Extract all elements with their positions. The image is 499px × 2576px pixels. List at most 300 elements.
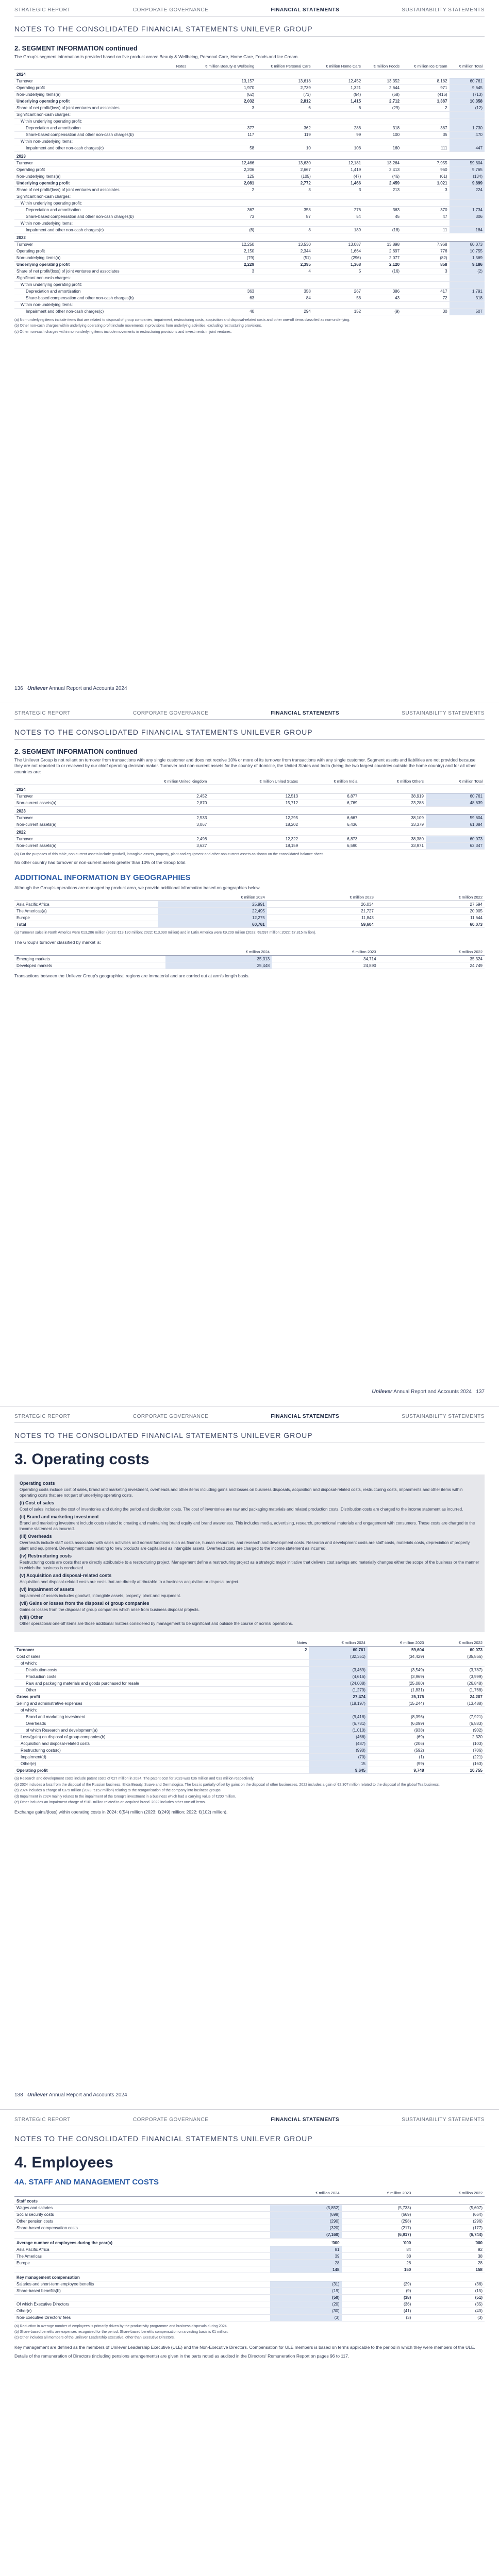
row-label: Overheads [14,1720,279,1727]
nav-corporate-governance[interactable]: CORPORATE GOVERNANCE [132,710,209,716]
note-ref [279,1667,309,1673]
value-cell [402,220,450,227]
value-cell: 33,971 [359,842,426,849]
value-cell: 387 [402,125,450,131]
nav-sustainability-statements[interactable]: SUSTAINABILITY STATEMENTS [402,2117,485,2123]
value-cell: (290) [270,2218,342,2225]
value-cell [450,138,485,145]
column-header [14,63,170,70]
value-cell [402,275,450,281]
value-cell: 125 [188,173,256,180]
note-ref [170,308,188,315]
note-ref [170,301,188,308]
value-cell: 84 [256,295,313,301]
value-cell: (466) [309,1734,368,1740]
note-item: (a) Turnover sales in North America were €13,286 million (2023: €13,130 million; 2022: €13,090 million) and in Latin America were €9,209 million (2023: €8,597 million; 2022: €7,815 million). [14,931,317,935]
value-cell: 3 [188,105,256,111]
value-cell: 6,590 [300,842,359,849]
row-label: Share of net profit/(loss) of joint ventures and associates [14,268,170,275]
table-row [14,815,485,821]
policy-text: Other operational one-off items are those additional matters considered by management to be significant and outside the course of normal operations. [20,1621,293,1626]
page-content [14,44,485,335]
value-cell: (35,866) [426,1653,485,1660]
value-cell: 3 [188,268,256,275]
table-header-row [14,894,485,901]
table-row [14,962,485,969]
value-cell [368,1660,426,1667]
year-label: 2024 [14,785,109,793]
value-cell [450,200,485,207]
column-header: € million Ice Cream [402,63,450,70]
row-label: Selling and administrative expenses [14,1700,279,1707]
value-cell [188,193,256,200]
value-cell [363,220,402,227]
market-table [14,948,485,969]
value-cell [309,1707,368,1714]
value-cell [402,111,450,118]
note-ref [279,1740,309,1747]
row-label: Non-current assets(a) [14,842,109,849]
value-cell: 9,645 [450,84,485,91]
row-label: Significant non-cash charges: [14,193,170,200]
table-row [14,2294,485,2301]
row-label: Share-based compensation costs [14,2225,270,2231]
divider [14,36,485,37]
value-cell: 10,755 [426,1767,485,1774]
row-label: Other [14,1687,279,1693]
note-ref [279,1727,309,1734]
table-row [14,145,485,151]
year-label: 2022 [14,233,170,242]
note-ref [170,78,188,84]
table-row [14,2314,485,2321]
unit-cell [270,2273,342,2281]
value-cell [256,301,313,308]
column-header: € million 2022 [376,894,485,901]
value-cell [313,118,363,125]
value-cell: (36) [342,2301,413,2308]
report-suffix: Annual Report and Accounts 2024 [393,1389,472,1395]
value-cell: (103) [426,1740,485,1747]
value-cell: 2,644 [363,84,402,91]
value-cell: 47 [402,213,450,220]
column-header: Notes [279,1639,309,1647]
row-label: Within underlying operating profit: [14,281,170,288]
value-cell: (134) [450,173,485,180]
year-row [14,785,485,793]
value-cell [188,281,256,288]
nav-financial-statements[interactable]: FINANCIAL STATEMENTS [271,7,340,13]
value-cell [256,220,313,227]
row-label: Non-current assets(a) [14,800,109,806]
row-label: The Americas [14,2253,270,2260]
paragraph: Key management are defined as the members of Unilever Leadership Executive (ULE) and the Non-Executive Directors. Compensation for ULE members is based on terms applicable to the period in which they were members of the ULE. [14,2344,475,2350]
group-title: Average number of employees during the year(a) [14,2238,270,2246]
value-cell: 12,513 [209,793,300,800]
value-cell: (6,917) [342,2231,413,2238]
row-label: Social security costs [14,2211,270,2218]
group-header-row [14,2238,485,2246]
page-number: 138 [14,2092,23,2098]
table-row [14,921,485,928]
report-suffix: Annual Report and Accounts 2024 [48,2092,127,2098]
value-cell: 8,182 [402,78,450,84]
row-label: Impairment and other non-cash charges(c) [14,145,170,151]
value-cell: (5,852) [270,2205,342,2211]
value-cell: (69) [368,1734,426,1740]
table-row [14,200,485,207]
policy-heading: (iv) Restructuring costs [20,1553,72,1559]
note-item: (c) 2024 includes a charge of €379 million (2023: €152 million) relating to the reorganisation of the company into business groups. [14,1789,222,1793]
value-cell: 61,084 [426,821,485,828]
value-cell: 1,664 [313,248,363,255]
value-cell: (6,099) [368,1720,426,1727]
value-cell: 6 [256,105,313,111]
table-row [14,187,485,193]
column-header: € million 2022 [378,948,485,956]
row-label: Turnover [14,836,109,842]
value-cell [256,275,313,281]
value-cell: (7,160) [270,2231,342,2238]
nav-strategic-report[interactable]: STRATEGIC REPORT [14,710,71,716]
value-cell: 25,448 [165,962,272,969]
value-cell: 59,604 [267,921,376,928]
value-cell: 27,594 [376,901,485,908]
value-cell [188,220,256,227]
note-ref [170,173,188,180]
value-cell: 2,533 [109,815,209,821]
table-row [14,2260,485,2266]
chapter-title: 4. Employees [14,2154,113,2171]
table-row [14,914,485,921]
value-cell: 2,452 [109,793,209,800]
table-row [14,1653,485,1660]
value-cell: (1,831) [368,1687,426,1693]
paragraph: Transactions between the Unilever Group's geographical regions are immaterial and are carried out at arm's length basis. [14,973,250,979]
value-cell: 2,229 [188,261,256,268]
value-cell: (38) [342,2294,413,2301]
value-cell: (18,197) [309,1700,368,1707]
value-cell: 6 [313,105,363,111]
value-cell: 59,604 [450,160,485,166]
row-label: The Americas(a) [14,908,158,914]
value-cell: (177) [413,2225,485,2231]
value-cell [450,118,485,125]
year-row [14,70,485,78]
policy-heading: (v) Acquisition and disposal-related costs [20,1573,112,1579]
value-cell: 26,034 [267,901,376,908]
nav-financial-statements[interactable]: FINANCIAL STATEMENTS [271,2117,340,2123]
note-ref [170,84,188,91]
value-cell: 358 [256,207,313,213]
geo-section-title: ADDITIONAL INFORMATION BY GEOGRAPHIES [14,873,191,882]
note-ref [170,288,188,295]
value-cell: (7,921) [426,1714,485,1720]
table-row [14,268,485,275]
nav-corporate-governance[interactable]: CORPORATE GOVERNANCE [132,2117,209,2123]
note-ref [170,227,188,233]
value-cell: 189 [313,227,363,233]
nav-strategic-report[interactable]: STRATEGIC REPORT [14,7,71,13]
column-header: € million India [300,778,359,785]
value-cell: 13,898 [363,241,402,248]
row-label: Operating profit [14,248,170,255]
column-header: € million 2023 [272,948,378,956]
row-label: Wages and salaries [14,2205,270,2211]
table-row [14,2287,485,2294]
row-label: Within non-underlying items: [14,301,170,308]
value-cell [450,281,485,288]
table-row [14,1727,485,1734]
table-header-row [14,1639,485,1647]
unit-cell: '000 [413,2238,485,2246]
year-row [14,233,485,242]
divider [14,739,485,740]
unit-cell [413,2197,485,2205]
row-label [14,2231,270,2238]
table-row [14,166,485,173]
row-label: Impairment and other non-cash charges(c) [14,308,170,315]
value-cell: 370 [402,207,450,213]
value-cell: (31) [270,2281,342,2287]
value-cell: (40) [413,2308,485,2314]
nav-sustainability-statements[interactable]: SUSTAINABILITY STATEMENTS [402,710,485,716]
value-cell: 160 [363,145,402,151]
table-row [14,1660,485,1667]
row-label: Share of net profit/(loss) of joint ventures and associates [14,187,170,193]
row-label: Other pension costs [14,2218,270,2225]
row-label: Impairment(d) [14,1754,279,1760]
cell [426,828,485,836]
value-cell [363,275,402,281]
value-cell: 776 [402,248,450,255]
table-row [14,842,485,849]
value-cell [450,111,485,118]
unit-cell: '000 [270,2238,342,2246]
value-cell [188,275,256,281]
value-cell: 12,181 [313,160,363,166]
table-row [14,131,485,138]
column-header: € million 2024 [158,894,267,901]
value-cell: (9) [342,2287,413,2294]
nav-corporate-governance[interactable]: CORPORATE GOVERNANCE [132,1414,209,1419]
note-ref [170,118,188,125]
value-cell: (16) [363,268,402,275]
value-cell [188,111,256,118]
table-row [14,111,485,118]
value-cell: 39 [270,2253,342,2260]
value-cell: 294 [256,308,313,315]
row-label: Turnover [14,1647,279,1653]
year-row [14,806,485,815]
report-page-139 [0,2110,499,2576]
row-label: Turnover [14,160,170,166]
table-notes [14,1776,485,1805]
note-ref [279,1680,309,1687]
value-cell: 318 [450,295,485,301]
table-row [14,98,485,105]
table-row [14,91,485,98]
value-cell: 54 [313,213,363,220]
value-cell: (416) [402,91,450,98]
value-cell: (3) [342,2314,413,2321]
paragraph: The Group's turnover classified by market is: [14,939,101,945]
value-cell: 62,347 [426,842,485,849]
nav-corporate-governance[interactable]: CORPORATE GOVERNANCE [132,7,209,13]
value-cell: (6,744) [413,2231,485,2238]
nav-sustainability-statements[interactable]: SUSTAINABILITY STATEMENTS [402,7,485,13]
value-cell: 1,466 [313,180,363,187]
value-cell: 60,761 [426,793,485,800]
value-cell: (47) [313,173,363,180]
value-cell: 84 [342,2246,413,2253]
row-label: Non-underlying items(a) [14,91,170,98]
year-label: 2023 [14,151,170,160]
value-cell: 1,368 [313,261,363,268]
value-cell: 4 [256,268,313,275]
column-header: € million 2022 [413,2190,485,2197]
value-cell: (73) [256,91,313,98]
value-cell: 22,495 [158,908,267,914]
table-row [14,1767,485,1774]
row-label: of which: [14,1660,279,1667]
value-cell: (68) [363,91,402,98]
table-row [14,248,485,255]
value-cell: (3) [270,2314,342,2321]
table-row [14,2231,485,2238]
value-cell: 35,313 [165,956,272,962]
year-label: 2023 [14,806,109,815]
table-row [14,836,485,842]
nav-financial-statements[interactable]: FINANCIAL STATEMENTS [271,710,340,716]
cell [256,151,313,160]
value-cell [188,200,256,207]
table-row [14,308,485,315]
nav-strategic-report[interactable]: STRATEGIC REPORT [14,2117,71,2123]
cell [170,233,188,242]
table-row [14,207,485,213]
value-cell: 3,067 [109,821,209,828]
cell [170,151,188,160]
value-cell: 60,073 [426,836,485,842]
row-label: Salaries and short-term employee benefits [14,2281,270,2287]
value-cell: (9) [363,308,402,315]
cell [300,828,359,836]
value-cell [188,118,256,125]
note-ref [170,187,188,193]
value-cell [402,200,450,207]
value-cell: (29) [363,105,402,111]
value-cell: 12,322 [209,836,300,842]
value-cell: 34,714 [272,956,378,962]
value-cell: (62) [188,91,256,98]
value-cell: (46) [363,173,402,180]
cell [300,785,359,793]
report-name: Unilever [27,686,48,691]
value-cell: 15 [309,1760,368,1767]
table-header-row [14,778,485,785]
value-cell: 11,843 [267,914,376,921]
row-label: Gross profit [14,1693,279,1700]
row-label: Total [14,921,158,928]
value-cell: 15,712 [209,800,300,806]
table-row [14,255,485,261]
policy-text: Impairment of assets includes goodwill, intangible assets, property, plant and equipment. [20,1594,181,1599]
row-label: Within underlying operating profit: [14,118,170,125]
value-cell: 2,077 [363,255,402,261]
nav-sustainability-statements[interactable]: SUSTAINABILITY STATEMENTS [402,1414,485,1419]
table-row [14,193,485,200]
nav-strategic-report[interactable]: STRATEGIC REPORT [14,1414,71,1419]
value-cell: (664) [413,2211,485,2218]
value-cell [363,200,402,207]
value-cell: 2,498 [109,836,209,842]
note-item: (a) Non-underlying items include items that are related to disposal of group companies, impairment, restructuring costs, acquisition and disposal-related costs and other one-off items classified as non-underlying. [14,318,351,322]
row-label: Turnover [14,241,170,248]
table-row [14,261,485,268]
section-title: 2. SEGMENT INFORMATION continued [14,44,138,52]
table-row [14,1760,485,1767]
value-cell: 18,202 [209,821,300,828]
value-cell: (592) [368,1747,426,1754]
value-cell: 11 [402,227,450,233]
note-ref [279,1660,309,1667]
column-header: € million 2023 [342,2190,413,2197]
value-cell: 18,159 [209,842,300,849]
cell [426,806,485,815]
geography-table [14,894,485,928]
value-cell: 276 [313,207,363,213]
section-intro: The Unilever Group is not reliant on turnover from transactions with any single customer and does not receive 10% or more of its turnover from transactions with any single customer. Segment assets and liabilities are not provided because they are not reported to or reviewed by our chief operating decision maker. Turnover and non-current assets for the country of domicile, the United States and India (being the two largest countries outside the home country) and for all other countries are: [14,757,476,774]
row-label: Share-based benefits(b) [14,2287,270,2294]
value-cell: 363 [363,207,402,213]
value-cell: 119 [256,131,313,138]
table-row [14,275,485,281]
policy-heading: Operating costs [20,1481,55,1486]
row-label: Cost of sales [14,1653,279,1660]
nav-financial-statements[interactable]: FINANCIAL STATEMENTS [271,1414,340,1419]
value-cell [188,301,256,308]
top-navigation [14,710,485,720]
value-cell [368,1707,426,1714]
row-label: Depreciation and amortisation [14,288,170,295]
value-cell: (990) [309,1747,368,1754]
value-cell: 8 [256,227,313,233]
value-cell: (51) [413,2294,485,2301]
note-ref [279,1707,309,1714]
value-cell [313,301,363,308]
value-cell: 267 [313,288,363,295]
value-cell: (1,279) [309,1687,368,1693]
value-cell: (698) [270,2211,342,2218]
column-header: € million Beauty & Wellbeing [188,63,256,70]
note-ref [279,1653,309,1660]
value-cell: 35 [402,131,450,138]
row-label: Developed markets [14,962,165,969]
table-row [14,2218,485,2225]
value-cell: (50) [270,2294,342,2301]
cell [109,828,209,836]
value-cell: 24,890 [272,962,378,969]
section-title: 4A. STAFF AND MANAGEMENT COSTS [14,2178,159,2187]
note-ref [170,131,188,138]
table-row [14,1680,485,1687]
row-label: Impairment and other non-cash charges(c) [14,227,170,233]
value-cell: (3,969) [368,1673,426,1680]
value-cell: 2 [188,187,256,193]
value-cell [256,281,313,288]
value-cell: 60,073 [426,1647,485,1653]
